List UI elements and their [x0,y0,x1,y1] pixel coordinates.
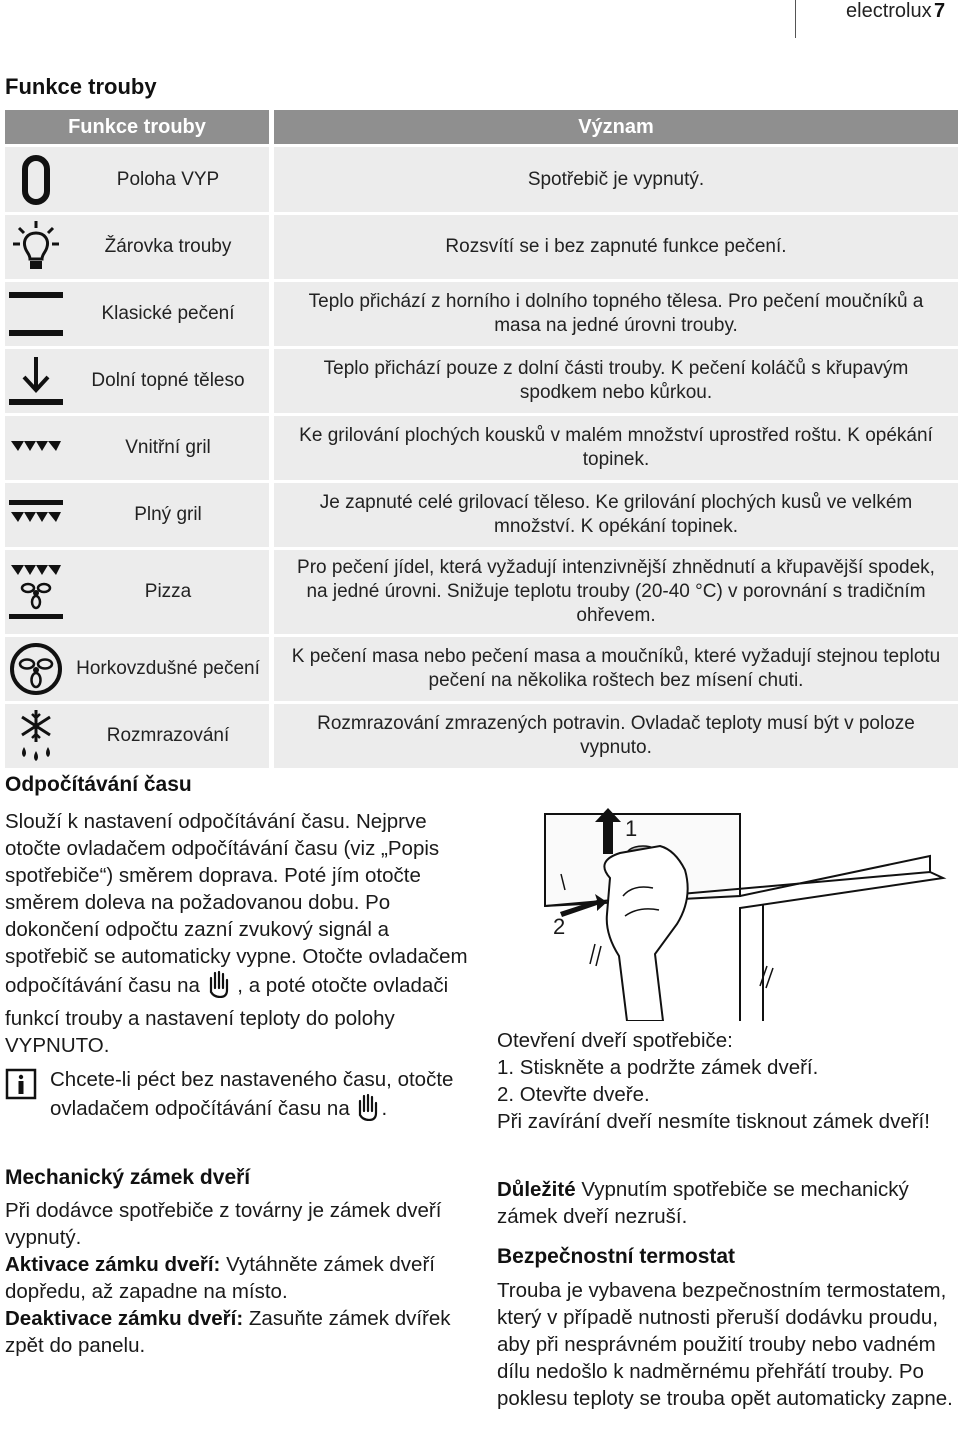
door-open-section [497,1027,957,1135]
table-row [5,282,958,346]
list-item: 1. Stiskněte a podržte zámek dveří. [497,1056,819,1079]
important-text: Vypnutím spotřebiče se mechanický zámek dveří nezruší. [497,1178,909,1228]
function-name: Žárovka trouby [67,215,274,279]
oven-lamp-icon [5,215,67,279]
figure-label-2: 2 [553,914,566,939]
fan-heat-icon [5,637,67,701]
countdown-text-1: Slouží k nastavení odpočítávání času. Nejprve otočte ovladačem odpočítávání času (viz „Popis spotřebiče“) směrem doprava. Poté jím otočte směrem doleva na požadovanou dobu. Po dokončení odpočtu zazní zvukový signál a spotřebič se automaticky vypne. Otočte ovladačem odpočítávání času na [5,810,468,997]
table-row [5,416,958,480]
table-row [5,704,958,768]
pizza-function-icon [5,550,67,634]
function-meaning: Teplo přichází pouze z dolní části trouby. K pečení koláčů s křupavým spodkem nebo kůrkou. [274,349,958,413]
countdown-note-text: Chcete-li péct bez nastaveného času, otočte ovladačem odpočítávání času na [50,1068,454,1120]
function-name: Rozmrazování [67,704,274,768]
thermostat-text: Trouba je vybavena bezpečnostním termostatem, který v případě nutnosti přeruší dodávku proudu, aby při nesprávném použití trouby nebo vadném dílu nedošlo k nadměrnému přehřátí trouby. Po poklesu teploty se trouba opět automaticky zapne. [497,1279,953,1410]
function-meaning: Rozmrazování zmrazených potravin. Ovladač teploty musí být v poloze vypnuto. [274,704,958,768]
table-row [5,637,958,701]
door-lock-intro: Při dodávce spotřebiče z továrny je zámek dveří vypnutý. [5,1199,442,1249]
table-row [5,550,958,634]
bottom-heat-icon [5,349,67,413]
countdown-note-end: . [381,1097,388,1120]
inner-grill-icon [5,416,67,480]
activate-text: Vytáhněte zámek dveří dopředu, až zapadne na místo. [5,1253,435,1303]
door-lock-body [5,1197,475,1359]
door-lock-title: Mechanický zámek dveří [5,1166,251,1189]
door-lock-activate [5,1251,475,1305]
function-meaning: Je zapnuté celé grilovací těleso. Ke grilování plochých kusů ve velkém množství. K opékání topinek. [274,483,958,547]
activate-label: Aktivace zámku dveří: [5,1253,221,1276]
column-header-function: Funkce trouby [5,110,274,144]
table-row [5,147,958,212]
page-number: 7 [934,0,946,22]
oven-functions-title: Funkce trouby [5,74,157,99]
countdown-body [5,808,475,1059]
function-name: Plný gril [67,483,274,547]
figure-label-1: 1 [625,816,638,841]
info-icon [5,1068,37,1105]
function-name: Klasické pečení [67,282,274,346]
important-note [497,1176,957,1230]
table-row [5,215,958,279]
function-meaning: K pečení masa nebo pečení masa a moučníků, které vyžadují stejnou teplotu pečení na několika roštech bez mísení chuti. [274,637,958,701]
full-grill-icon [5,483,67,547]
door-lock-deactivate [5,1305,475,1359]
countdown-note [50,1066,475,1128]
deactivate-text: Zasuňte zámek dvířek zpět do panelu. [5,1307,451,1357]
deactivate-label: Deaktivace zámku dveří: [5,1307,244,1330]
table-row [5,349,958,413]
important-label: Důležité [497,1178,576,1201]
function-meaning: Rozsvítí se i bez zapnuté funkce pečení. [274,215,958,279]
function-name: Horkovzdušné pečení [67,637,274,701]
door-lock-illustration [535,796,955,1021]
hand-stop-icon [206,970,232,1005]
function-name: Vnitřní gril [67,416,274,480]
function-name: Dolní topné těleso [67,349,274,413]
function-meaning: Pro pečení jídel, která vyžadují intenzivnější zhnědnutí a křupavější spodek, na jedné úrovni. Snižuje teplotu trouby (20-40 °C) v porovnání s tradičním ohřevem. [274,550,958,634]
list-item: 2. Otevřte dveře. [497,1083,650,1106]
table-header-row [5,110,958,144]
header-divider [795,0,796,38]
function-meaning: Ke grilování plochých kousků v malém množství uprostřed roštu. K opékání topinek. [274,416,958,480]
function-name: Poloha VYP [67,147,274,212]
column-header-meaning: Význam [274,110,958,144]
hand-stop-icon [355,1093,381,1128]
countdown-text-2: , a poté otočte ovladači funkcí trouby a nastavení teploty do polohy VYPNUTO. [5,974,449,1057]
countdown-title: Odpočítávání času [5,773,192,796]
thermostat-title: Bezpečnostní termostat [497,1245,736,1268]
door-open-note: Při zavírání dveří nesmíte tisknout zámek dveří! [497,1110,930,1133]
function-name: Pizza [67,550,274,634]
table-row [5,483,958,547]
function-meaning: Teplo přichází z horního i dolního topného tělesa. Pro pečení moučníků a masa na jedné úrovni trouby. [274,282,958,346]
off-zero-icon [5,147,67,212]
function-meaning: Spotřebič je vypnutý. [274,147,958,212]
oven-functions-table [5,107,958,771]
brand-name: electrolux [846,0,932,22]
door-open-title: Otevření dveří spotřebiče: [497,1029,733,1052]
door-open-steps [497,1054,957,1108]
top-bottom-heat-icon [5,282,67,346]
defrost-icon [5,704,67,768]
